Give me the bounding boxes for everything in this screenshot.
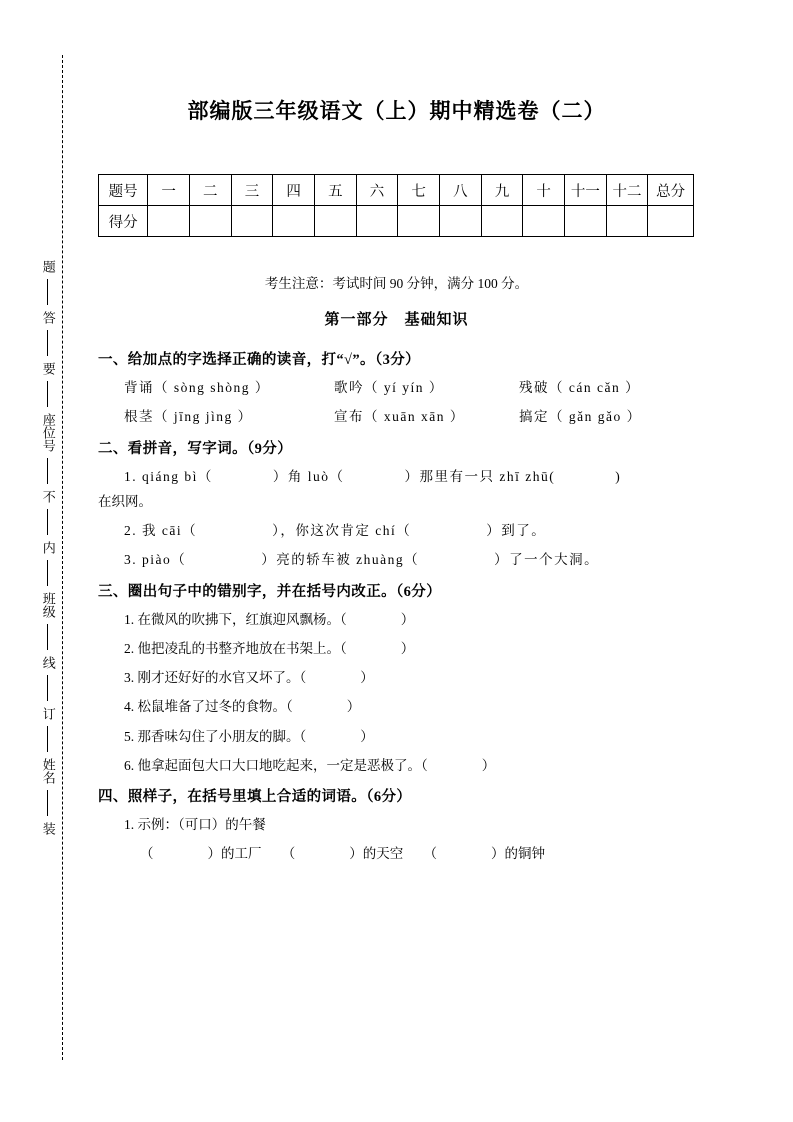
score-cell-5[interactable] [314, 206, 356, 237]
score-cell-9[interactable] [481, 206, 523, 237]
score-cell-8[interactable] [440, 206, 482, 237]
question-1-heading: 一、给加点的字选择正确的读音，打“√”。（3分） [98, 352, 421, 368]
question-2-line-3: 2. 我 cāi（ ），你这次肯定 chí（ ）到了。 [124, 523, 547, 538]
seal-label-name: 姓名 [40, 758, 56, 784]
score-col-3: 三 [231, 175, 273, 206]
questions-body [98, 340, 698, 874]
seal-divider [47, 509, 49, 535]
seal-char-2: 要 [40, 362, 56, 375]
score-col-6: 六 [356, 175, 398, 206]
score-col-8: 八 [440, 175, 482, 206]
score-col-4: 四 [273, 175, 315, 206]
question-4-line-2: （ ）的工厂 （ ）的天空 （ ）的铜钟 [140, 846, 545, 862]
q1-item-3: 残破（ cán cǎn ） [519, 380, 641, 395]
question-2-heading: 二、看拼音，写字词。（9分） [98, 440, 293, 457]
score-table [98, 174, 694, 237]
seal-char-4: 内 [40, 541, 56, 554]
seal-char-5: 线 [40, 656, 56, 669]
score-col-2: 二 [189, 175, 231, 206]
seal-char-6: 订 [40, 707, 56, 720]
score-cell-2[interactable] [189, 206, 231, 237]
question-1-row-1 [98, 378, 698, 398]
score-cell-7[interactable] [398, 206, 440, 237]
question-4-line-1: 1. 示例：（可口）的午餐 [124, 817, 266, 832]
score-cell-4[interactable] [273, 206, 315, 237]
score-cell-3[interactable] [231, 206, 273, 237]
score-table-label-score: 得分 [99, 206, 148, 237]
score-cell-total[interactable] [648, 206, 694, 237]
question-3-line-5: 5. 那香味勾住了小朋友的脚。（ ） [124, 728, 374, 744]
score-cell-12[interactable] [606, 206, 648, 237]
page-title: 部编版三年级语文（上）期中精选卷（二） [187, 99, 606, 123]
seal-char-7: 装 [40, 822, 56, 835]
question-2-line-4: 3. piào（ ）亮的轿车被 zhuàng（ ）了一个大洞。 [124, 552, 600, 568]
seal-char-3: 不 [40, 490, 56, 503]
seal-label-seat: 座位号 [40, 413, 56, 452]
question-1-row-2 [98, 407, 698, 427]
score-cell-1[interactable] [148, 206, 190, 237]
score-col-1: 一 [148, 175, 190, 206]
seal-divider [47, 675, 49, 701]
score-col-9: 九 [481, 175, 523, 206]
score-cell-10[interactable] [523, 206, 565, 237]
seal-divider [47, 330, 49, 356]
table-row-header [99, 175, 694, 206]
q1-item-1: 背诵（ sòng shòng ） [124, 380, 270, 395]
question-3-line-6: 6. 他拿起面包大口大口地吃起来，一定是恶极了。（ ） [124, 757, 496, 773]
question-3-line-2: 2. 他把凌乱的书整齐地放在书架上。（ ） [124, 640, 415, 656]
score-col-7: 七 [398, 175, 440, 206]
exam-notice: 考生注意：考试时间 90 分钟，满分 100 分。 [264, 276, 529, 291]
question-4-heading: 四、照样子，在括号里填上合适的词语。（6分） [98, 789, 412, 805]
seal-divider [47, 381, 49, 407]
table-row-scores [99, 206, 694, 237]
question-2-line-2: 在织网。 [98, 493, 152, 509]
question-3-heading: 三、圈出句子中的错别字，并在括号内改正。（6分） [98, 583, 442, 600]
seal-column [28, 260, 68, 835]
question-3-line-4: 4. 松鼠堆备了过冬的食物。（ ） [124, 699, 361, 715]
q1-item-5: 宣布（ xuān xān ） [334, 409, 465, 425]
seal-divider [47, 790, 49, 816]
q1-item-6: 搞定（ gǎn gǎo ） [519, 409, 642, 425]
score-cell-11[interactable] [565, 206, 607, 237]
q1-item-2: 歌吟（ yí yín ） [334, 380, 444, 395]
question-3-line-3: 3. 刚才还好好的水官又坏了。（ ） [124, 670, 374, 685]
question-2-line-1: 1. qiáng bì（ ）角 luò（ ）那里有一只 zhī zhū( ) [124, 468, 622, 484]
score-col-total: 总分 [648, 175, 694, 206]
score-col-10: 十 [523, 175, 565, 206]
seal-char-1: 答 [40, 311, 56, 324]
score-col-11: 十一 [565, 175, 607, 206]
score-col-5: 五 [314, 175, 356, 206]
seal-char-0: 题 [40, 260, 56, 273]
score-table-label-number: 题号 [99, 175, 148, 206]
seal-divider [47, 624, 49, 650]
seal-divider [47, 726, 49, 752]
q1-item-4: 根茎（ jīng jìng ） [124, 409, 253, 425]
question-3-line-1: 1. 在微风的吹拂下，红旗迎风飘杨。（ ） [124, 611, 415, 627]
score-cell-6[interactable] [356, 206, 398, 237]
seal-divider [47, 560, 49, 586]
part-one-title: 第一部分 基础知识 [324, 312, 469, 328]
score-col-12: 十二 [606, 175, 648, 206]
seal-label-class: 班级 [40, 592, 56, 618]
seal-divider [47, 458, 49, 484]
